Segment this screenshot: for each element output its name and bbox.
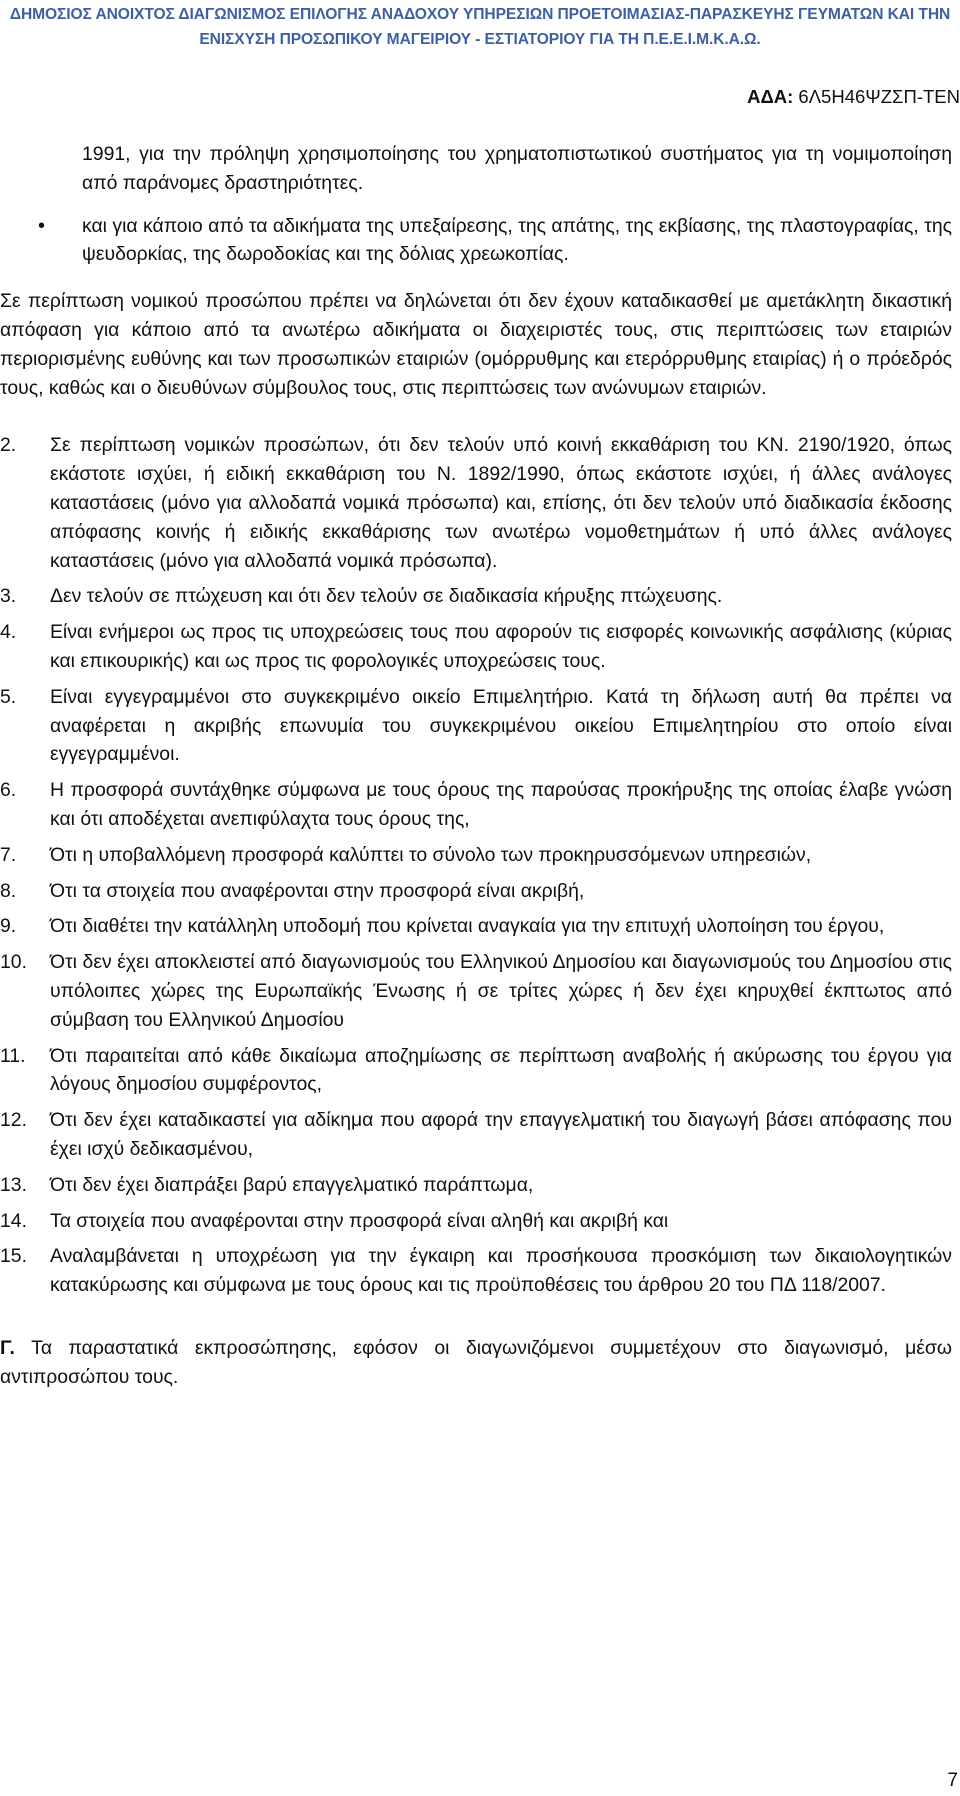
list-item (0, 877, 952, 906)
list-item-text: Είναι ενήμεροι ως προς τις υποχρεώσεις τους που αφορούν τις εισφορές κοινωνικής ασφάλισης (κύριας και επικουρικής) και ως προς τις φορολογικές υποχρεώσεις τους. (50, 621, 952, 672)
list-item-text: Ότι διαθέτει την κατάλληλη υποδομή που κρίνεται αναγκαία για την επιτυχή υλοποίηση του έργου, (50, 915, 885, 938)
list-item-number: 14. (0, 1209, 27, 1232)
header-title-line-1: ΔΗΜΟΣΙΟΣ ΑΝΟΙΧΤΟΣ ΔΙΑΓΩΝΙΣΜΟΣ ΕΠΙΛΟΓΗΣ ΑΝΑΔΟΧΟΥ ΥΠΗΡΕΣΙΩΝ ΠΡΟΕΤΟΙΜΑΣΙΑΣ-ΠΑΡΑΣΚΕΥΗΣ ΓΕΥΜΑΤΩΝ ΚΑΙ ΤΗΝ (9, 6, 951, 23)
list-item-text: Είναι εγγεγραμμένοι στο συγκεκριμένο οικείο Επιμελητήριο. Κατά τη δήλωση αυτή θα πρέπει να αναφέρεται η ακριβής επωνυμία του συγκεκριμένου οικείου Επιμελητηρίου στο οποίο είναι εγγεγραμμένοι. (50, 685, 952, 766)
list-item (0, 683, 952, 769)
ada-value: 6Λ5Η46ΨΖΣΠ-ΤΕΝ (798, 86, 960, 107)
list-item-text: Ότι δεν έχει καταδικαστεί για αδίκημα που αφορά την επαγγελματική του διαγωγή βάσει απόφασης που έχει ισχύ δεδικασμένου, (50, 1109, 952, 1160)
list-item-text: Ότι τα στοιχεία που αναφέρονται στην προσφορά είναι ακριβή, (50, 879, 585, 902)
document-header (0, 2, 960, 52)
bullet-dot-icon: • (38, 214, 46, 237)
ada-code (747, 86, 960, 108)
list-item (0, 841, 952, 870)
list-item-text: Τα στοιχεία που αναφέρονται στην προσφορά είναι αληθή και ακριβή και (50, 1209, 669, 1232)
closing-text: Τα παραστατικά εκπροσώπησης, εφόσον οι διαγωνιζόμενοι συμμετέχουν στο διαγωνισμό, μέσω αντιπροσώπου τους. (0, 1336, 952, 1388)
list-item-number: 5. (0, 685, 17, 708)
list-item (0, 912, 952, 941)
legal-entity-paragraph: Σε περίπτωση νομικού προσώπου πρέπει να δηλώνεται ότι δεν έχουν καταδικασθεί με αμετάκλητη δικαστική απόφαση για κάποιο από τα ανωτέρω αδικήματα οι διαχειριστές τους, στις περιπτώσεις των εταιριών περιορισμένης ευθύνης και των προσωπικών εταιριών (ομόρρυθμης και ετερόρρυθμης εταιρίας) ή ο πρόεδρός τους, καθώς και ο διευθύνων σύμβουλος τους, στις περιπτώσεις των ανώνυμων εταιριών. (0, 290, 952, 399)
list-item-text: Η προσφορά συντάχθηκε σύμφωνα με τους όρους της παρούσας προκήρυξης της οποίας έλαβε γνώση και ότι αποδέχεται ανεπιφύλαχτα τους όρους της, (50, 779, 952, 830)
list-item-number: 13. (0, 1173, 27, 1196)
list-item-text: Ότι δεν έχει διαπράξει βαρύ επαγγελματικό παράπτωμα, (50, 1173, 534, 1196)
list-item (0, 1106, 952, 1164)
list-item-number: 12. (0, 1109, 27, 1132)
header-title-line-2: ΕΝΙΣΧΥΣΗ ΠΡΟΣΩΠΙΚΟΥ ΜΑΓΕΙΡΙΟΥ - ΕΣΤΙΑΤΟΡΙΟΥ ΓΙΑ ΤΗ Π.Ε.Ε.Ι.Μ.Κ.Α.Ω. (199, 31, 761, 48)
list-item-text: Σε περίπτωση νομικών προσώπων, ότι δεν τελούν υπό κοινή εκκαθάριση του ΚΝ. 2190/1920, όπως εκάστοτε ισχύει, ή ειδική εκκαθάριση του Ν. 1892/1990, όπως εκάστοτε ισχύει, ή άλλες ανάλογες καταστάσεις (μόνο για αλλοδαπά νομικά πρόσωπα) και, επίσης, ότι δεν τελούν υπό διαδικασία έκδοσης απόφασης κοινής ή ειδικής εκκαθάρισης των ανωτέρω νομοθετημάτων ή υπό άλλες ανάλογες καταστάσεις (μόνο για αλλοδαπά νομικά πρόσωπα). (50, 434, 952, 572)
closing-label: Γ. (0, 1336, 15, 1359)
list-item-number: 4. (0, 621, 17, 644)
list-item-text: Ότι δεν έχει αποκλειστεί από διαγωνισμούς του Ελληνικού Δημοσίου και διαγωνισμούς του Δημοσίου στις υπόλοιπες χώρες της Ευρωπαϊκής Ένωσης ή σε τρίτες χώρες ή δεν έχει κηρυχθεί έκπτωτος από σύμβαση του Ελληνικού Δημοσίου (50, 951, 952, 1031)
list-item-number: 8. (0, 879, 17, 902)
page-number: 7 (947, 1770, 958, 1791)
bullet-text: και για κάποιο από τα αδικήματα της υπεξαίρεσης, της απάτης, της εκβίασης, της πλαστογραφίας, της ψευδορκίας, της δωροδοκίας και της δόλιας χρεωκοπίας. (82, 214, 952, 266)
list-item (0, 1042, 952, 1100)
list-item (0, 618, 952, 676)
ada-label: ΑΔΑ: (747, 86, 794, 107)
list-item-text: Αναλαμβάνεται η υποχρέωση για την έγκαιρη και προσήκουσα προσκόμιση των δικαιολογητικών κατακύρωσης και σύμφωνα με τους όρους και τις προϋποθέσεις του άρθρου 20 του ΠΔ 118/2007. (50, 1245, 952, 1297)
list-item-number: 7. (0, 843, 17, 866)
bullet-item (0, 212, 952, 270)
list-item (0, 948, 952, 1034)
closing-paragraph (0, 1334, 952, 1392)
list-item-number: 3. (0, 585, 17, 608)
list-item (0, 582, 952, 611)
numbered-list (0, 431, 952, 1300)
list-item-number: 2. (0, 434, 17, 457)
document-body (0, 140, 952, 1411)
list-item-number: 11. (0, 1044, 26, 1067)
list-item-number: 9. (0, 915, 17, 938)
list-item-number: 15. (0, 1245, 27, 1268)
list-item-number: 10. (0, 951, 27, 974)
list-item-text: Δεν τελούν σε πτώχευση και ότι δεν τελούν σε διαδικασία κήρυξης πτώχευσης. (50, 585, 723, 608)
intro-continuation: 1991, για την πρόληψη χρησιμοποίησης του χρηματοπιστωτικού συστήματος για τη νομιμοποίηση από παράνομες δραστηριότητες. (82, 143, 952, 194)
list-item (0, 431, 952, 575)
list-item-text: Ότι παραιτείται από κάθε δικαίωμα αποζημίωσης σε περίπτωση αναβολής ή ακύρωσης του έργου για λόγους δημοσίου συμφέροντος, (50, 1044, 952, 1096)
list-item (0, 1171, 952, 1200)
list-item (0, 1207, 952, 1236)
list-item-number: 6. (0, 779, 17, 802)
list-item-text: Ότι η υποβαλλόμενη προσφορά καλύπτει το σύνολο των προκηρυσσόμενων υπηρεσιών, (50, 843, 812, 866)
list-item (0, 1242, 952, 1300)
list-item (0, 776, 952, 834)
